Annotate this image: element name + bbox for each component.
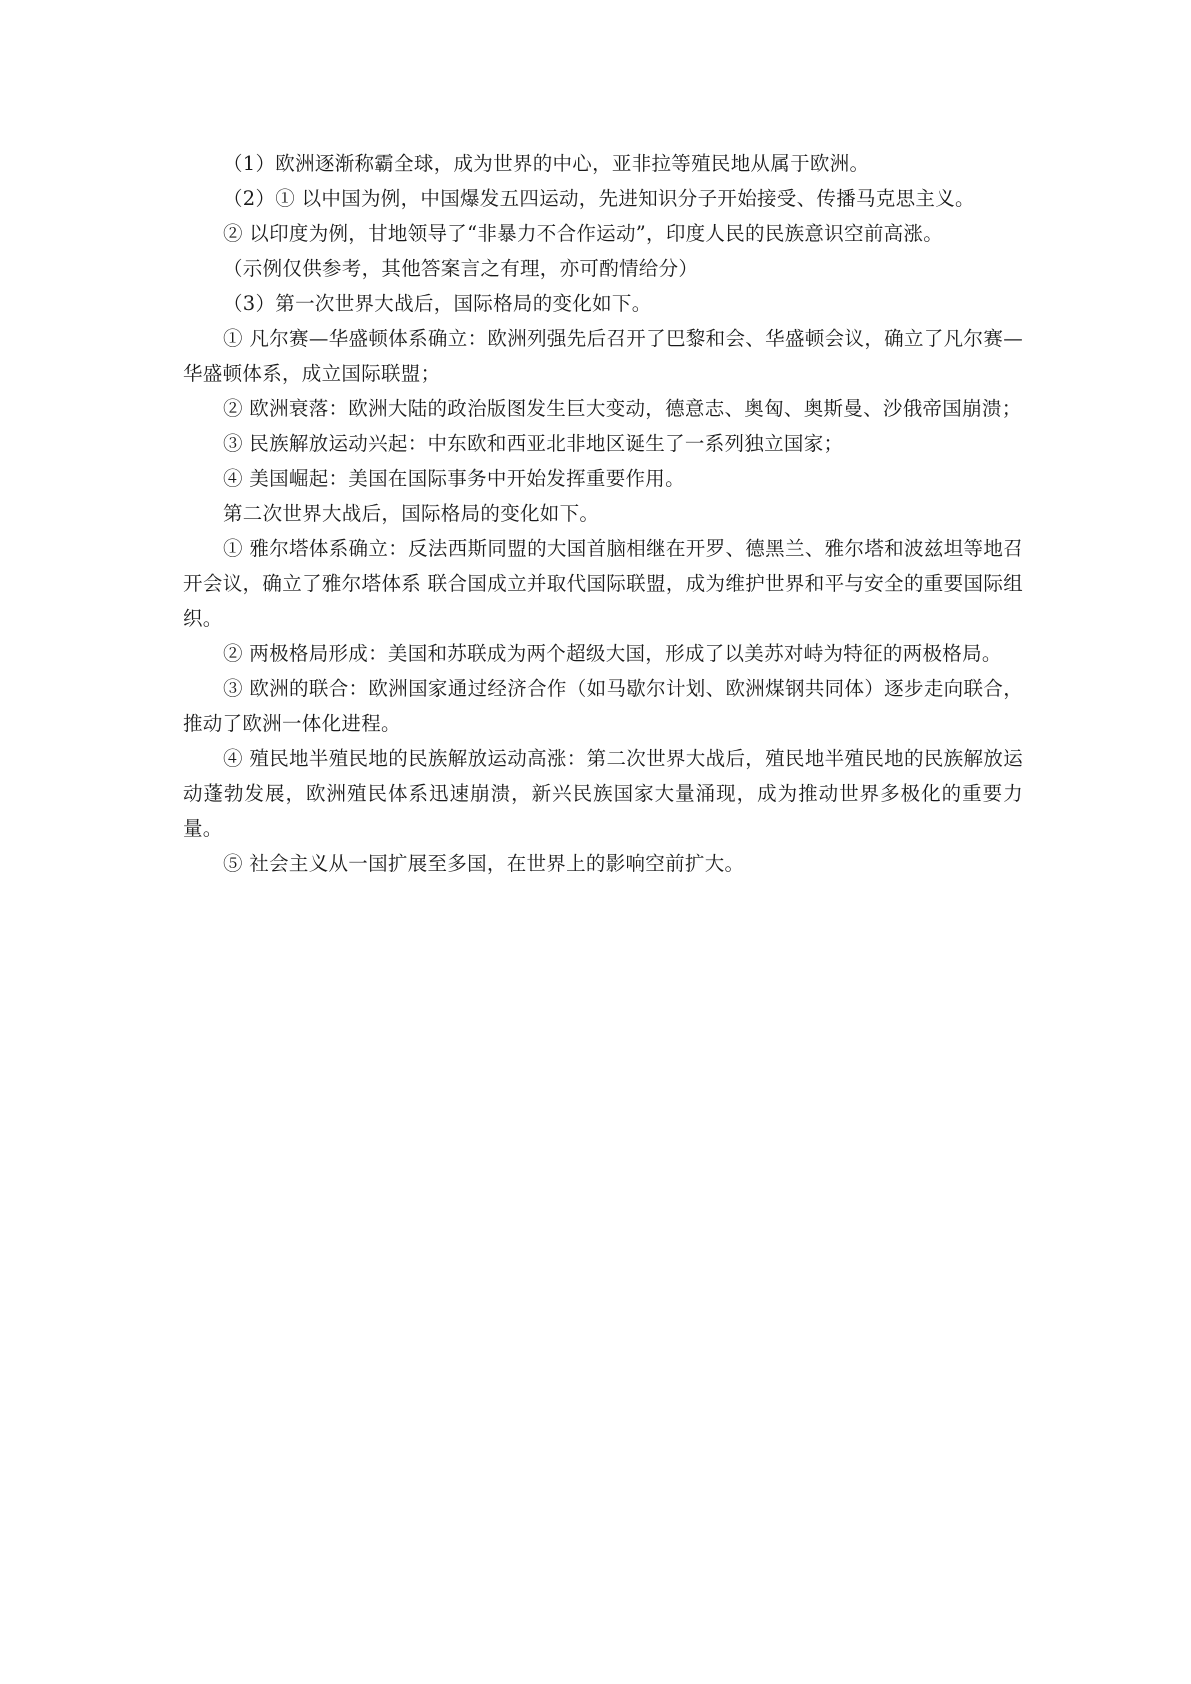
wwi-point-4: ④ 美国崛起：美国在国际事务中开始发挥重要作用。 [223,467,685,490]
answer-paragraph-1: （1）欧洲逐渐称霸全球，成为世界的中心，亚非拉等殖民地从属于欧洲。 [223,152,870,175]
wwii-point-5: ⑤ 社会主义从一国扩展至多国，在世界上的影响空前扩大。 [223,852,745,875]
wwi-point-3: ③ 民族解放运动兴起：中东欧和西亚北非地区诞生了一系列独立国家； [223,432,844,455]
wwii-point-4: ④ 殖民地半殖民地的民族解放运动高涨：第二次世界大战后，殖民地半殖民地的民族解放运动蓬勃发展，欧洲殖民体系迅速崩溃，新兴民族国家大量涌现，成为推动世界多极化的重要力量。 [183,747,1023,840]
wwii-point-2: ② 两极格局形成：美国和苏联成为两个超级大国，形成了以美苏对峙为特征的两极格局。 [223,642,1002,665]
answer-note: （示例仅供参考，其他答案言之有理，亦可酌情给分） [223,257,699,280]
wwii-point-3: ③ 欧洲的联合：欧洲国家通过经济合作（如马歇尔计划、欧洲煤钢共同体）逐步走向联合，推动了欧洲一体化进程。 [183,677,1023,735]
wwii-intro: 第二次世界大战后，国际格局的变化如下。 [223,502,600,525]
answer-paragraph-4: （3）第一次世界大战后，国际格局的变化如下。 [223,292,652,315]
answer-paragraph-3: ② 以印度为例，甘地领导了“非暴力不合作运动”，印度人民的民族意识空前高涨。 [223,222,944,245]
answer-text-body [183,146,1023,881]
wwii-point-1: ① 雅尔塔体系确立：反法西斯同盟的大国首脑相继在开罗、德黑兰、雅尔塔和波兹坦等地召开会议，确立了雅尔塔体系 联合国成立并取代国际联盟，成为维护世界和平与安全的重要国际组织。 [183,537,1023,630]
answer-paragraph-2: （2）① 以中国为例，中国爆发五四运动，先进知识分子开始接受、传播马克思主义。 [223,187,975,210]
wwi-point-2: ② 欧洲衰落：欧洲大陆的政治版图发生巨大变动，德意志、奥匈、奥斯曼、沙俄帝国崩溃； [223,397,1022,420]
wwi-point-1: ① 凡尔赛—华盛顿体系确立：欧洲列强先后召开了巴黎和会、华盛顿会议，确立了凡尔赛—华盛顿体系，成立国际联盟； [183,327,1023,385]
